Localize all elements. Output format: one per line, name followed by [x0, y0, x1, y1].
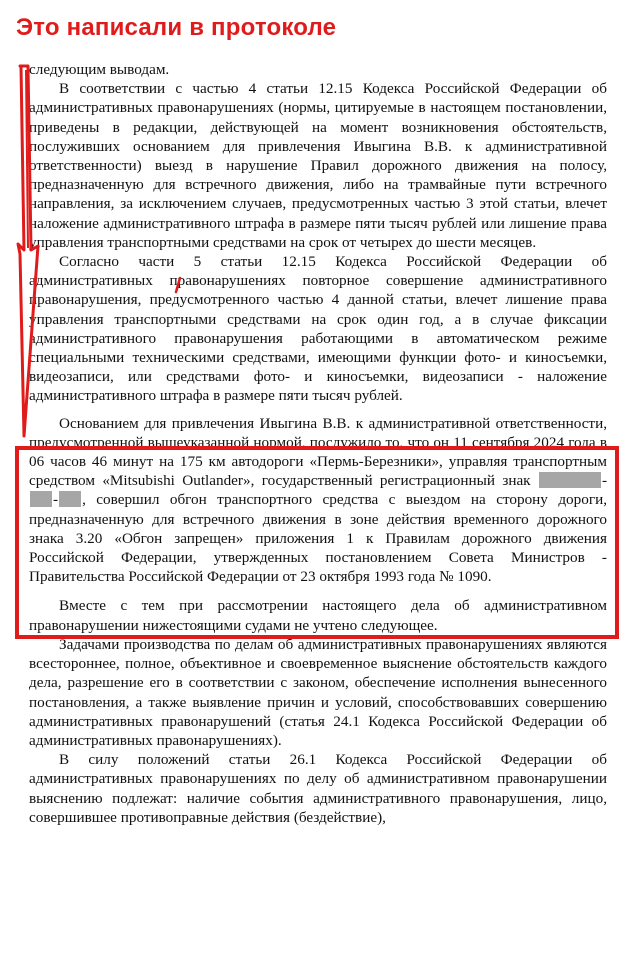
paragraph-intro: следующим выводам. — [29, 61, 170, 78]
paragraph-part5: Согласно части 5 статьи 12.15 Кодекса Российской Федерации об административных правонарушениях повторное совершение административного правонарушения, предусмотренного частью 4 данной статьи, влечет лишение права управления транспортными средствами на срок один год, а в случае фиксации административного правонарушения работающими в автоматическом режиме специальными техническими средствами, имеющими функции фото- и киносъемки, видеозаписи, или средствами фото- и киносъемки, видеозаписи - наложение административного штрафа в размере пяти тысяч рублей. — [29, 253, 607, 405]
paragraph-part4: В соответствии с частью 4 статьи 12.15 Кодекса Российской Федерации об административных правонарушениях (нормы, цитируемые в настоящем постановлении, приведены в редакции, действующей на момент возникновения обстоятельств, послуживших основанием для привлечения Ивыгина В.В. к административной ответственности) выезд в нарушение Правил дорожного движения на полосу, предназначенную для встречного движения, либо на трамвайные пути встречного направления, за исключением случаев, предусмотренных частью 3 этой статьи, влечет наложение административного штрафа в размере пяти тысяч рублей или лишение права управления транспортными средствами на срок от четырех до шести месяцев. — [29, 80, 607, 251]
paragraph-protocol-grounds: Основанием для привлечения Ивыгина В.В. к административной ответственности, предусмотренной вышеуказанной нормой, послужило то, что он 11 сентября 2024 года в 06 часов 46 минут на 175 км автодороги «Пермь-Березники», управляя транспортным средством «Mitsubishi Outlander», государственный регистрационный знак -- , совершил обгон транспортного средства с выездом на сторону дороги, предназначенную для встречного движения в зоне действия временного дорожного знака 3.20 «Обгон запрещен» приложения 1 к Правилам дорожного движения Российской Федерации, утвержденных постановлением Совета Министров - Правительства Российской Федерации от 23 октября 1993 года № 1090. — [29, 414, 607, 586]
document-body — [29, 60, 607, 827]
redacted-plate-part-2 — [30, 491, 52, 507]
protocol-text-after: , совершил обгон транспортного средства с выездом на сторону дороги, предназначенную для встречного движения в зоне действия временного дорожного знака 3.20 «Обгон запрещен» приложения 1 к Правилам дорожного движения Российской Федерации, утвержденных постановлением Совета Министров - Правительства Российской Федерации от 23 октября 1993 года № 1090. — [29, 491, 607, 586]
annotation-heading: Это написали в протоколе — [16, 14, 337, 41]
protocol-text-before: Основанием для привлечения Ивыгина В.В. к административной ответственности, предусмотренной вышеуказанной нормой, послужило то, что он 11 сентября 2024 года в 06 часов 46 минут на 175 км автодороги «Пермь-Березники», управляя транспортным средством «Mitsubishi Outlander», государственный регистрационный знак — [29, 414, 607, 490]
redacted-plate-part-1 — [539, 472, 601, 488]
redacted-plate-part-3 — [59, 491, 81, 507]
paragraph-tasks: Задачами производства по делам об административных правонарушениях являются всестороннее, полное, объективное и своевременное выяснение обстоятельств каждого дела, разрешение его в соответствии с законом, обеспечение исполнения вынесенного постановления, а также выявление причин и условий, способствовавших совершению административных правонарушений (статья 24.1 Кодекса Российской Федерации об административных правонарушениях). — [29, 635, 607, 749]
paragraph-not-considered: Вместе с тем при рассмотрении настоящего дела об административном правонарушении нижестоящими судами не учтено следующее. — [29, 597, 607, 634]
paragraph-article-26-1: В силу положений статьи 26.1 Кодекса Российской Федерации об административных правонарушениях по делу об административном правонарушении выяснению подлежат: наличие события административного правонарушения, лицо, совершившее противоправные действия (бездействие), — [29, 751, 607, 826]
